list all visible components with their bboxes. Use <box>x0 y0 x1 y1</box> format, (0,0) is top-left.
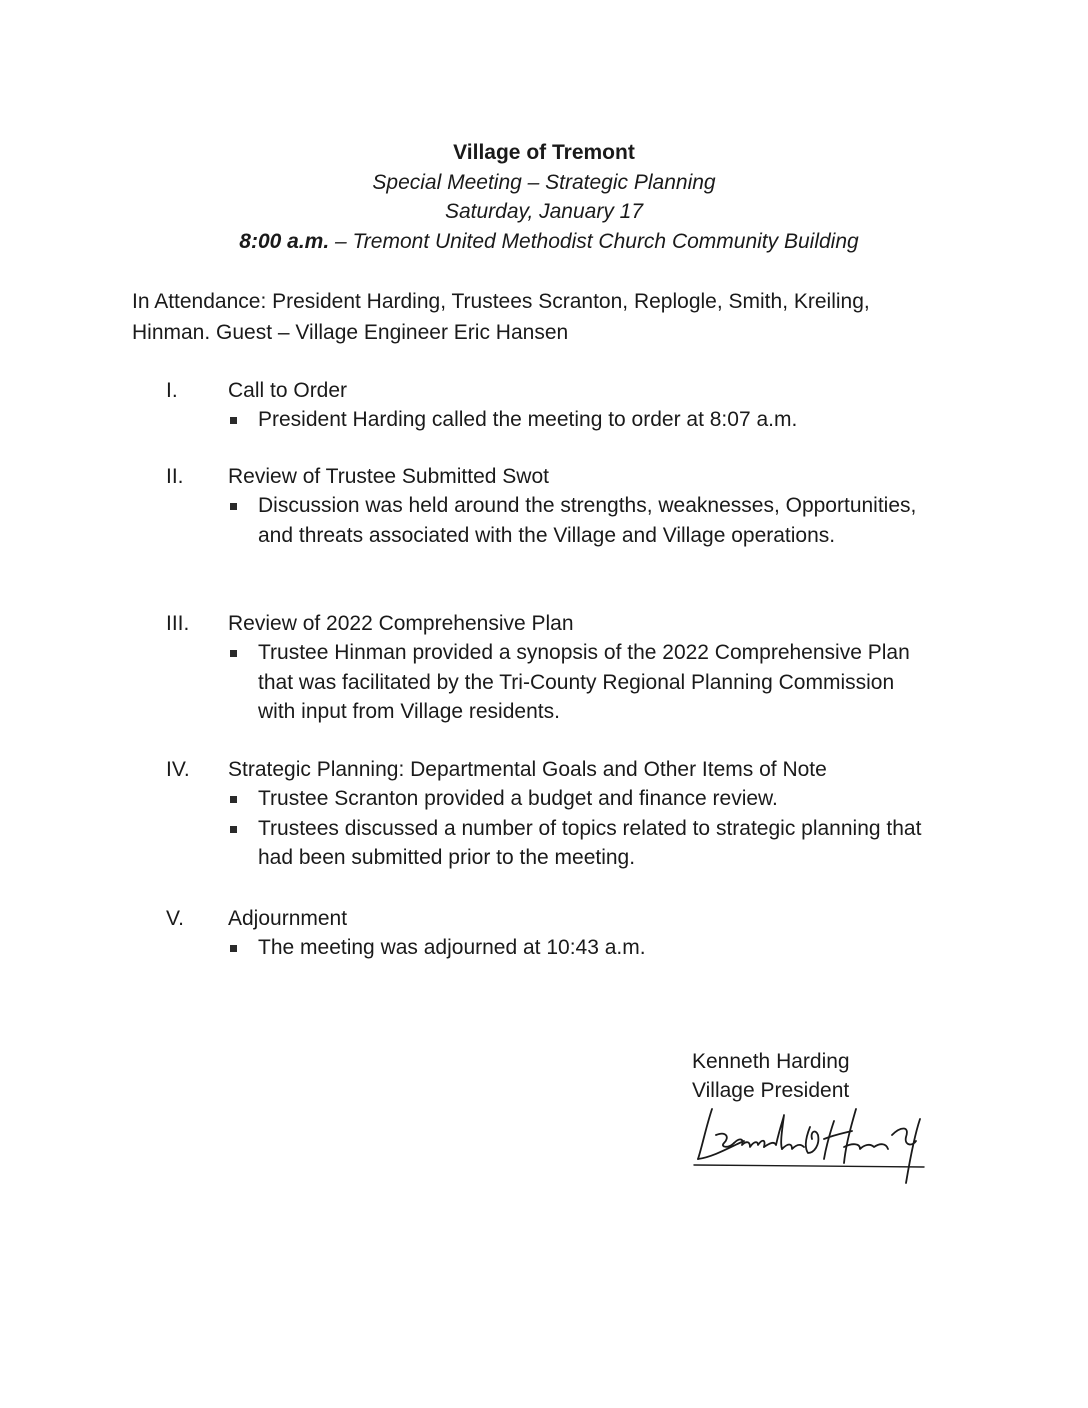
section-bullets <box>228 638 928 727</box>
square-bullet-icon <box>230 650 237 657</box>
section-bullets <box>228 405 928 435</box>
meeting-time-location <box>0 227 1088 257</box>
bullet-item <box>228 491 928 550</box>
section-numeral: V. <box>166 907 184 930</box>
bullet-text: Trustees discussed a number of topics related to strategic planning that had been submitted prior to the meeting. <box>258 816 922 869</box>
handwritten-signature <box>684 1087 964 1187</box>
section-heading: Review of 2022 Comprehensive Plan <box>228 612 574 635</box>
bullet-item <box>228 814 928 873</box>
document-header <box>0 138 1088 256</box>
square-bullet-icon <box>230 826 237 833</box>
section-heading: Call to Order <box>228 379 348 402</box>
attendance-paragraph: In Attendance: President Harding, Trustees Scranton, Replogle, Smith, Kreiling, Hinman. Guest – Village Engineer Eric Hansen <box>132 290 870 344</box>
meeting-date: Saturday, January 17 <box>444 200 644 223</box>
bullet-text: Trustee Scranton provided a budget and finance review. <box>258 787 778 810</box>
bullet-text: Trustee Hinman provided a synopsis of the 2022 Comprehensive Plan that was facilitated by the Tri-County Regional Planning Commission with input from Village residents. <box>258 641 910 723</box>
bullet-text: President Harding called the meeting to order at 8:07 a.m. <box>258 408 798 431</box>
bullet-item <box>228 933 928 963</box>
section-heading: Review of Trustee Submitted Swot <box>228 465 549 488</box>
square-bullet-icon <box>230 503 237 510</box>
section-bullets <box>228 784 928 873</box>
section-numeral: III. <box>166 612 190 635</box>
section-numeral: I. <box>166 379 178 402</box>
section-numeral: II. <box>166 465 184 488</box>
bullet-text: The meeting was adjourned at 10:43 a.m. <box>258 936 646 959</box>
square-bullet-icon <box>230 417 237 424</box>
square-bullet-icon <box>230 796 237 803</box>
section-heading: Adjournment <box>228 907 348 930</box>
section-bullets <box>228 933 928 963</box>
bullet-item <box>228 638 928 727</box>
section-heading: Strategic Planning: Departmental Goals and Other Items of Note <box>228 758 827 781</box>
section-bullets <box>228 491 928 550</box>
meeting-time: 8:00 a.m. <box>239 229 330 253</box>
square-bullet-icon <box>230 945 237 952</box>
bullet-item <box>228 405 928 435</box>
meeting-location: – Tremont United Methodist Church Community Building <box>329 229 859 253</box>
bullet-text: Discussion was held around the strengths, weaknesses, Opportunities, and threats associated with the Village and Village operations. <box>258 494 917 547</box>
bullet-item <box>228 784 928 814</box>
document-title: Village of Tremont <box>453 141 635 164</box>
signer-name: Kenneth Harding <box>692 1050 850 1073</box>
section-numeral: IV. <box>166 758 190 781</box>
signature-block <box>692 1047 992 1105</box>
signer-title: Village President <box>692 1079 850 1102</box>
meeting-subtitle: Special Meeting – Strategic Planning <box>372 170 716 194</box>
